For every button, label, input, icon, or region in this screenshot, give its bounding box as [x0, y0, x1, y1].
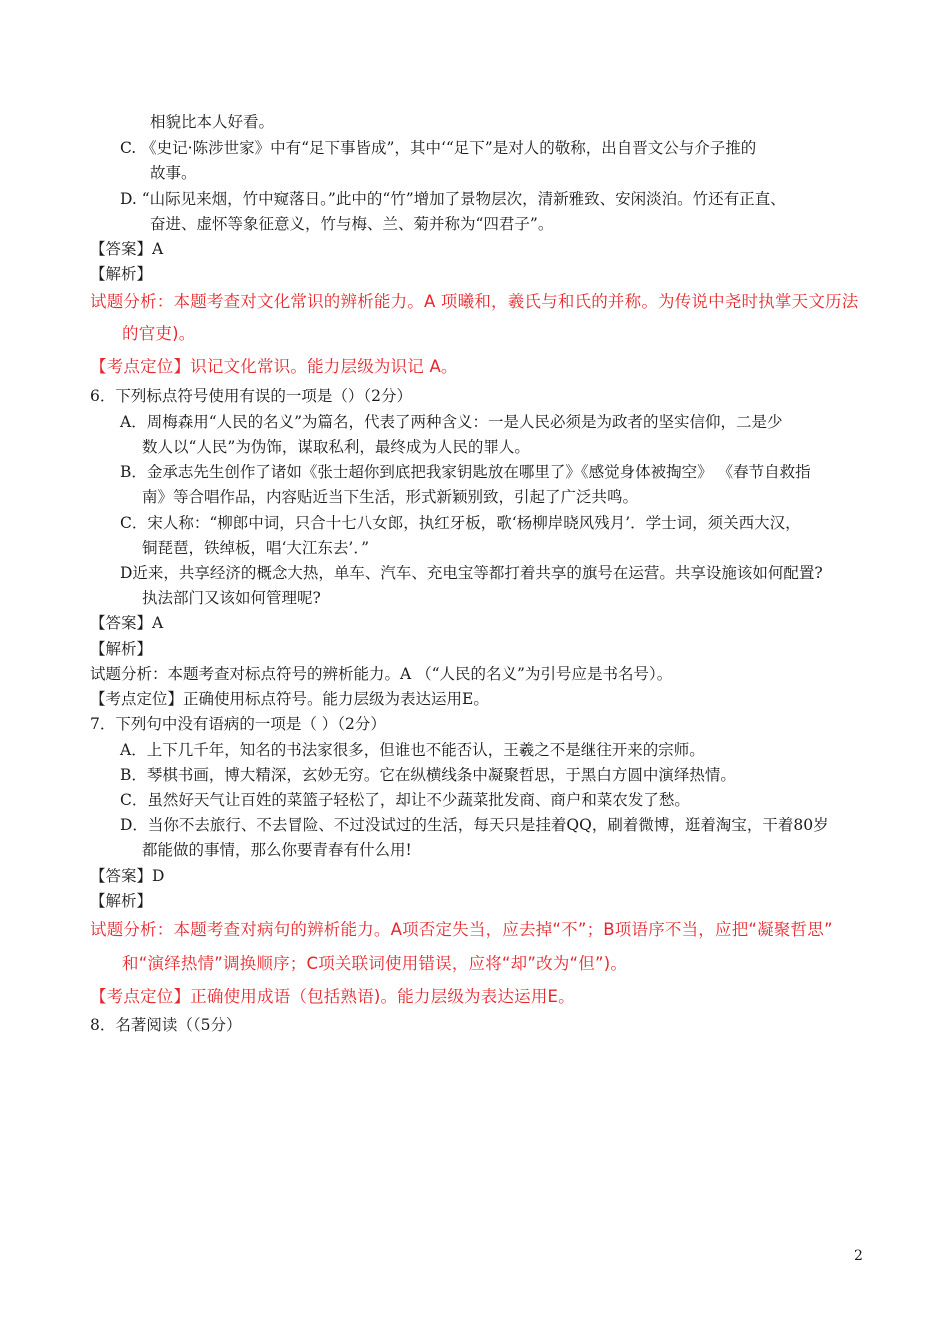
q7-analysis-line1: 试题分析：本题考查对病句的辨析能力。A项否定失当，应去掉“不”；B项语序不当，应把“凝聚哲思”	[90, 920, 833, 939]
q7-answer: 【答案】D	[90, 867, 165, 885]
q6-option-b-line2: 南》等合唱作品，内容贴近当下生活，形式新颖别致，引起了广泛共鸣。	[142, 488, 639, 506]
page-number: 2	[854, 1248, 863, 1264]
q6-option-d-line2: 执法部门又该如何管理呢?	[142, 589, 321, 607]
q5-option-c-line2: 故事。	[150, 164, 197, 182]
q6-stem: 6．下列标点符号使用有误的一项是（）（2分）	[90, 387, 412, 405]
q5-option-d-line1: D. “山际见来烟，竹中窥落日。”此中的“竹”增加了景物层次，清新雅致、安闲淡泊。竹还有正直、	[120, 190, 786, 208]
q7-analysis-line2: 和“演绎热情”调换顺序；C项关联词使用错误，应将“却”改为“但”)。	[122, 954, 628, 973]
q7-option-a: A．上下几千年，知名的书法家很多，但谁也不能否认，王羲之不是继往开来的宗师。	[120, 741, 705, 759]
q6-option-c-line2: 铜琵琶，铁绰板，唱‘大江东去’．”	[142, 539, 370, 557]
q7-point: 【考点定位】正确使用成语（包括熟语)。能力层级为表达运用E。	[90, 987, 575, 1006]
q6-analysis: 试题分析：本题考查对标点符号的辨析能力。A （“人民的名义”为引号应是书名号）。	[90, 665, 673, 683]
q6-analysis-label: 【解析】	[90, 640, 153, 658]
q5-point: 【考点定位】识记文化常识。能力层级为识记 A。	[90, 357, 458, 376]
q5-analysis-line2: 的官吏)。	[122, 324, 196, 343]
q7-stem: 7．下列句中没有语病的一项是（ ）（2分）	[90, 715, 386, 733]
q6-option-a-line2: 数人以“人民”为伪饰，谋取私利，最终成为人民的罪人。	[142, 438, 530, 456]
q6-option-c-line1: C．宋人称：“柳郎中词，只合十七八女郎，执红牙板，歌‘杨柳岸晓风残月’．学士词，须关西大汉，	[120, 514, 801, 532]
q6-point: 【考点定位】正确使用标点符号。能力层级为表达运用E。	[90, 690, 489, 708]
q7-analysis-label: 【解析】	[90, 892, 153, 910]
q7-option-b: B．琴棋书画，博大精深，玄妙无穷。它在纵横线条中凝聚哲思，于黑白方圆中演绎热情。	[120, 766, 736, 784]
q5-analysis-line1: 试题分析：本题考查对文化常识的辨析能力。A 项曦和，羲氏与和氏的并称。为传说中尧时执掌天文历法	[90, 292, 859, 311]
q6-option-b-line1: B．金承志先生创作了诸如《张士超你到底把我家钥匙放在哪里了》《感觉身体被掏空》 《春节自救指	[120, 463, 811, 481]
q5-option-d-line2: 奋进、虚怀等象征意义，竹与梅、兰、菊并称为“四君子”。	[150, 215, 554, 233]
q5-answer: 【答案】A	[90, 240, 164, 258]
q5-analysis-label: 【解析】	[90, 265, 153, 283]
q7-option-d-line1: D．当你不去旅行、不去冒险、不过没试过的生活，每天只是挂着QQ，刷着微博，逛着淘宝，干着80岁	[120, 816, 829, 834]
q5-option-c-line1: C. 《史记·陈涉世家》中有“足下事皆成”，其中‘“足下”是对人的敬称，出自晋文公与介子推的	[120, 139, 757, 157]
q6-answer: 【答案】A	[90, 614, 164, 632]
q6-option-d-line1: D近来，共享经济的概念大热，单车、汽车、充电宝等都打着共享的旗号在运营。共享设施该如何配置?	[120, 564, 823, 582]
q8-stem: 8．名著阅读（（5分）	[90, 1016, 242, 1034]
q5-option-b-continuation: 相貌比本人好看。	[150, 113, 275, 131]
q7-option-d-line2: 都能做的事情，那么你要青春有什么用!	[142, 841, 412, 859]
q7-option-c: C．虽然好天气让百姓的菜篮子轻松了，却让不少蔬菜批发商、商户和菜农发了愁。	[120, 791, 690, 809]
q6-option-a-line1: A．周梅森用“人民的名义”为篇名，代表了两种含义：一是人民必须是为政者的坚实信仰，二是少	[120, 413, 783, 431]
